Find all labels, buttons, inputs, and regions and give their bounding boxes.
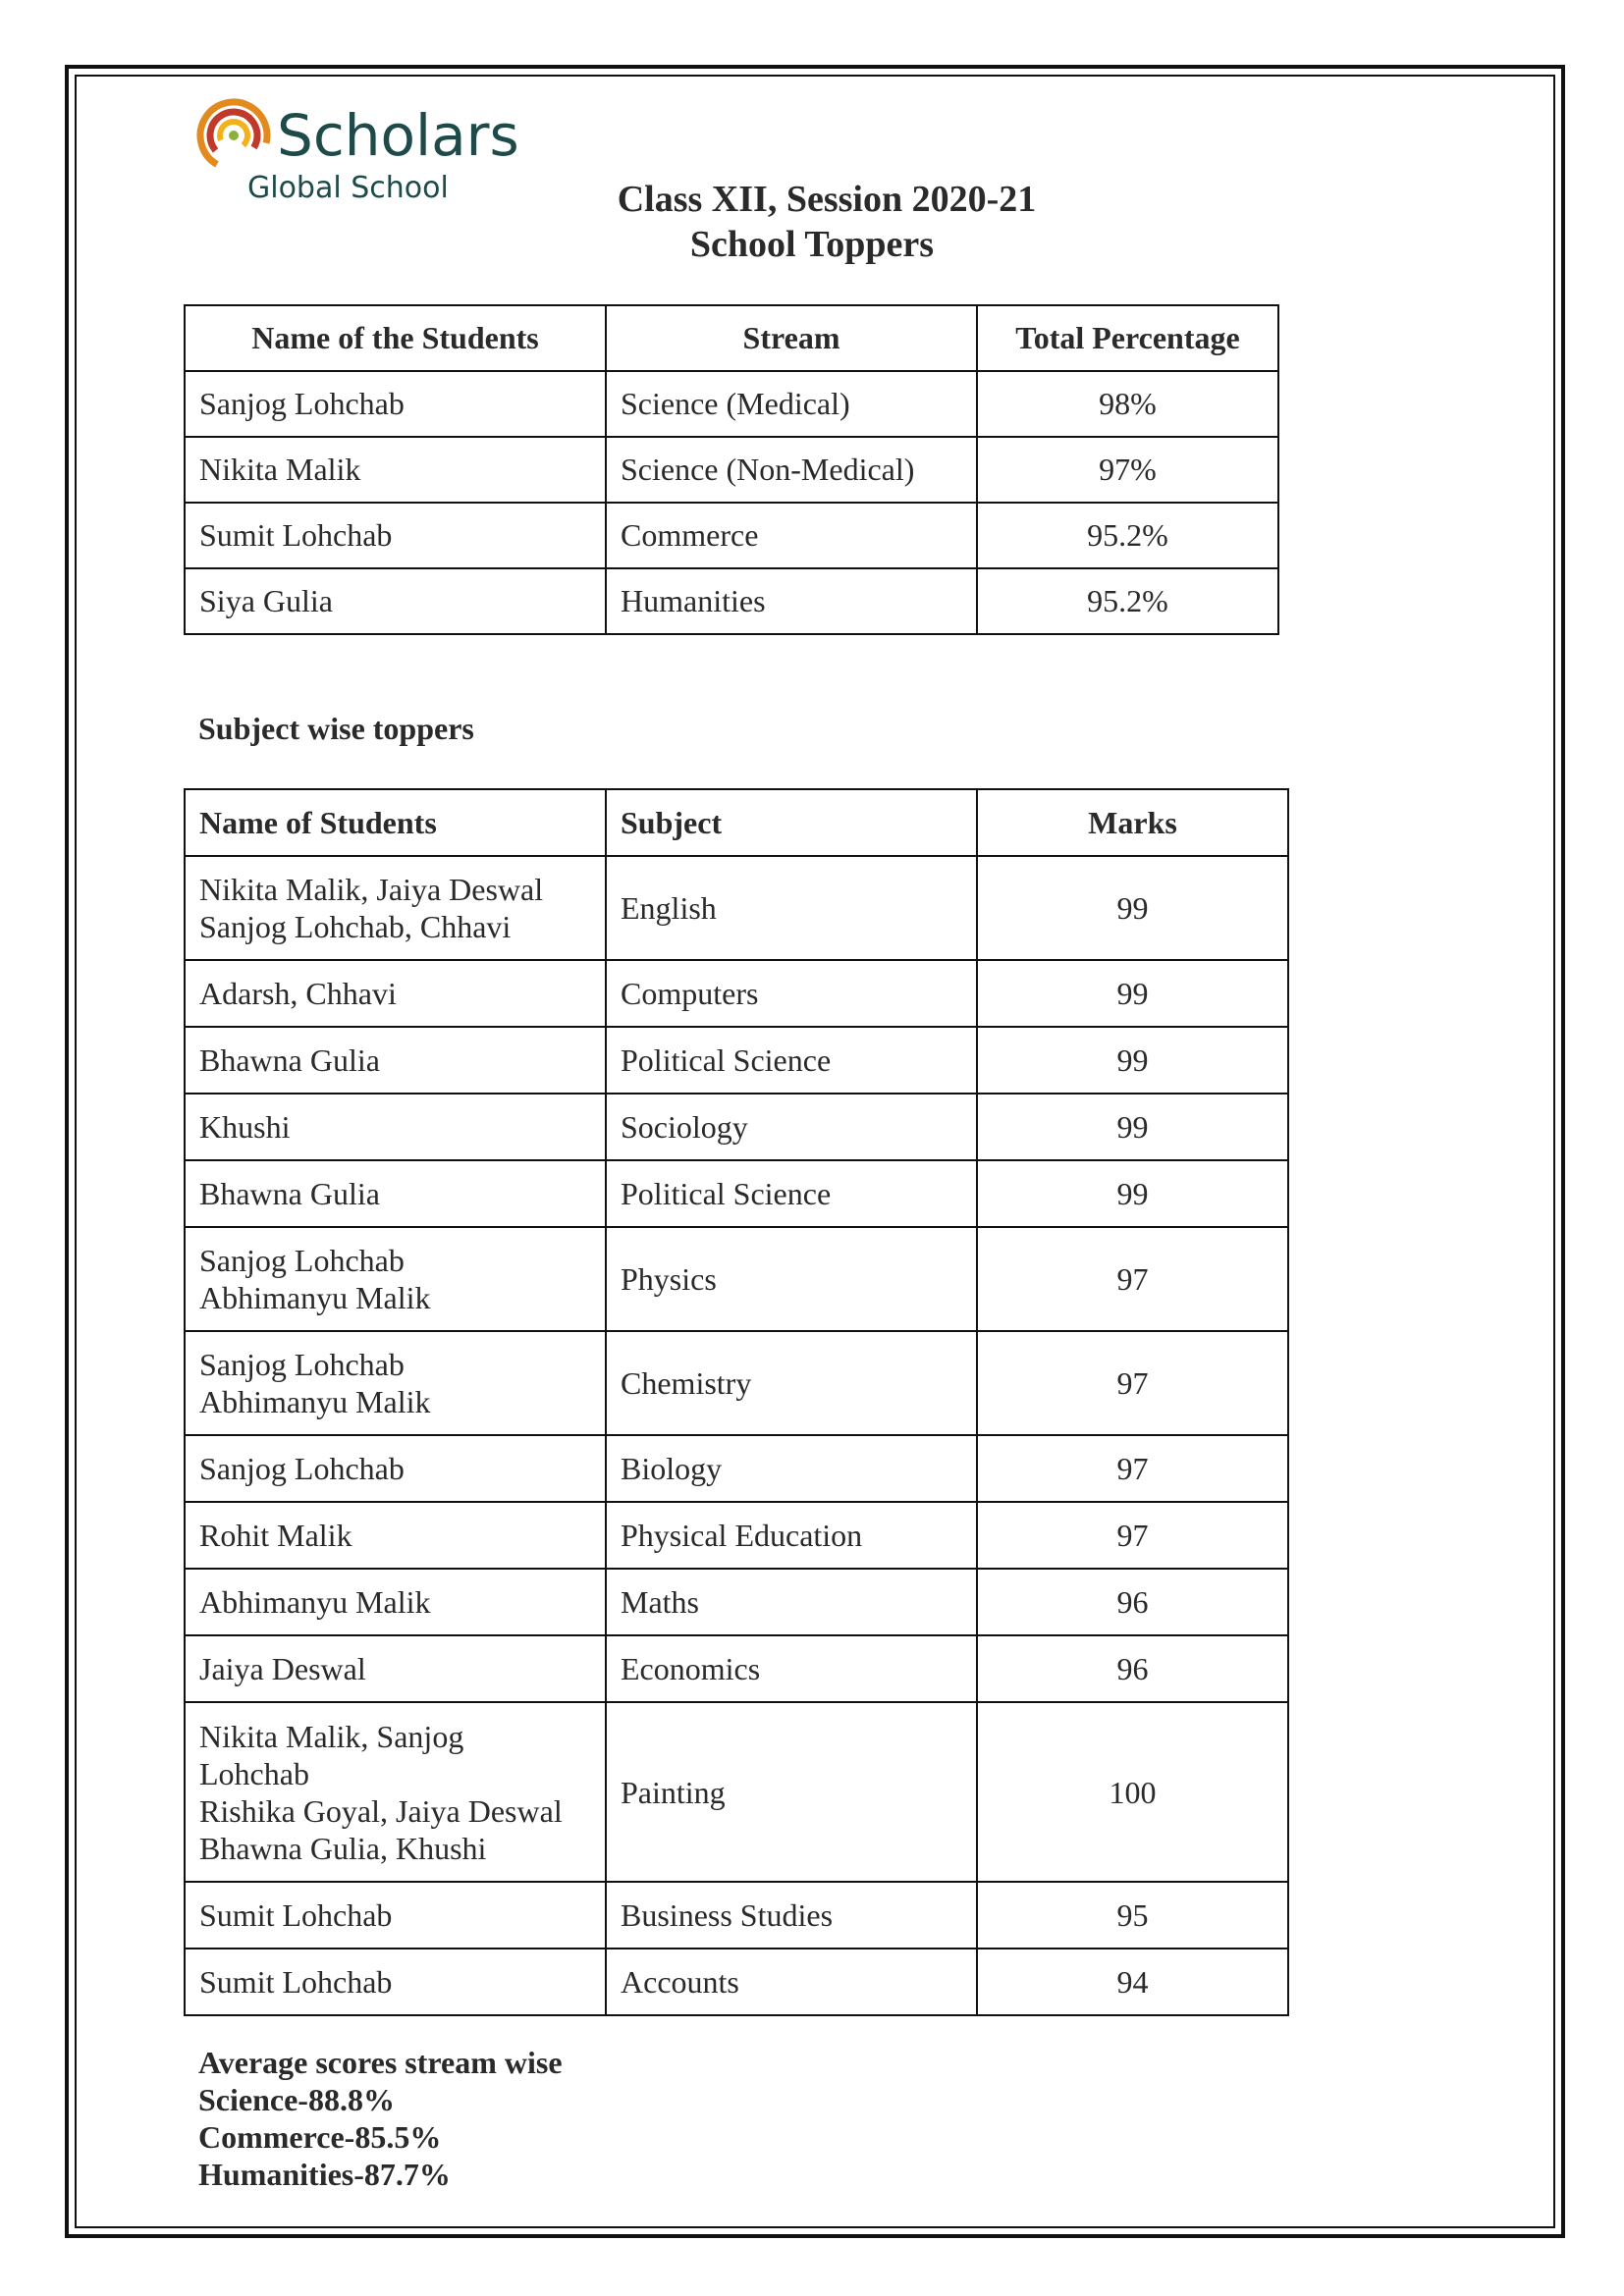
- cell-subject: Physics: [606, 1227, 977, 1331]
- cell-subject: Political Science: [606, 1027, 977, 1094]
- cell-marks: 96: [977, 1635, 1288, 1702]
- cell-subject: Accounts: [606, 1949, 977, 2015]
- student-name: Sanjog Lohchab: [199, 1451, 405, 1486]
- cell-marks: 97: [977, 1227, 1288, 1331]
- table-row: [185, 1882, 1288, 1949]
- student-name: Sanjog Lohchab: [199, 1347, 405, 1382]
- cell-names: [185, 1635, 606, 1702]
- table-row: [185, 437, 1278, 503]
- cell-subject: Maths: [606, 1569, 977, 1635]
- cell-marks: 99: [977, 1094, 1288, 1160]
- student-name: Jaiya Deswal: [199, 1651, 366, 1686]
- cell-name: Sumit Lohchab: [185, 503, 606, 568]
- cell-names: [185, 1702, 606, 1882]
- student-name: Adarsh, Chhavi: [199, 976, 397, 1011]
- title-line-session: Class XII, Session 2020-21: [617, 179, 1037, 220]
- cell-marks: 97: [977, 1502, 1288, 1569]
- cell-names: [185, 1027, 606, 1094]
- table-row: [185, 1094, 1288, 1160]
- cell-subject: English: [606, 856, 977, 960]
- column-header-stream: Stream: [606, 305, 977, 371]
- cell-stream: Humanities: [606, 568, 977, 634]
- student-name: Sumit Lohchab: [199, 1964, 393, 2000]
- student-name: Nikita Malik, Jaiya Deswal: [199, 872, 544, 907]
- student-name: Lohchab: [199, 1755, 309, 1791]
- cell-names: [185, 856, 606, 960]
- student-name: Khushi: [199, 1109, 291, 1145]
- logo-subtitle: Global School: [247, 171, 449, 205]
- cell-name: Sanjog Lohchab: [185, 371, 606, 437]
- student-name: Sanjog Lohchab, Chhavi: [199, 909, 512, 944]
- column-header-marks: Marks: [977, 789, 1288, 856]
- table-row: [185, 1502, 1288, 1569]
- table-header-row: [185, 305, 1278, 371]
- cell-subject: Political Science: [606, 1160, 977, 1227]
- cell-marks: 99: [977, 960, 1288, 1027]
- cell-subject: Business Studies: [606, 1882, 977, 1949]
- cell-marks: 94: [977, 1949, 1288, 2015]
- cell-name: Siya Gulia: [185, 568, 606, 634]
- student-name: Abhimanyu Malik: [199, 1280, 431, 1315]
- cell-subject: Painting: [606, 1702, 977, 1882]
- title-line-toppers: School Toppers: [689, 224, 935, 265]
- cell-names: [185, 960, 606, 1027]
- cell-subject: Biology: [606, 1435, 977, 1502]
- cell-names: [185, 1435, 606, 1502]
- cell-marks: 99: [977, 856, 1288, 960]
- cell-names: [185, 1331, 606, 1435]
- table-row: [185, 1227, 1288, 1331]
- column-header-name: Name of Students: [185, 789, 606, 856]
- cell-marks: 99: [977, 1027, 1288, 1094]
- table-row: [185, 1160, 1288, 1227]
- cell-names: [185, 1094, 606, 1160]
- cell-percentage: 95.2%: [977, 503, 1278, 568]
- cell-name: Nikita Malik: [185, 437, 606, 503]
- cell-names: [185, 1502, 606, 1569]
- student-name: Abhimanyu Malik: [199, 1384, 431, 1419]
- cell-marks: 100: [977, 1702, 1288, 1882]
- table-row: [185, 1435, 1288, 1502]
- cell-subject: Computers: [606, 960, 977, 1027]
- table-row: [185, 371, 1278, 437]
- cell-stream: Science (Non-Medical): [606, 437, 977, 503]
- cell-subject: Chemistry: [606, 1331, 977, 1435]
- table-row: [185, 1331, 1288, 1435]
- student-name: Abhimanyu Malik: [199, 1584, 431, 1620]
- cell-marks: 99: [977, 1160, 1288, 1227]
- average-commerce: Commerce-85.5%: [198, 2119, 442, 2155]
- table-header-row: [185, 789, 1288, 856]
- table-row: [185, 960, 1288, 1027]
- subject-toppers-table: [184, 788, 1289, 2016]
- averages-heading: Average scores stream wise: [198, 2045, 563, 2080]
- cell-percentage: 95.2%: [977, 568, 1278, 634]
- cell-names: [185, 1882, 606, 1949]
- document-title: [0, 177, 1624, 267]
- student-name: Bhawna Gulia, Khushi: [199, 1830, 487, 1866]
- cell-names: [185, 1160, 606, 1227]
- column-header-name: Name of the Students: [185, 305, 606, 371]
- student-name: Rishika Goyal, Jaiya Deswal: [199, 1792, 563, 1829]
- cell-subject: Economics: [606, 1635, 977, 1702]
- average-science: Science-88.8%: [198, 2082, 395, 2117]
- column-header-subject: Subject: [606, 789, 977, 856]
- cell-subject: Physical Education: [606, 1502, 977, 1569]
- student-name: Sanjog Lohchab: [199, 1243, 405, 1278]
- table-row: [185, 1027, 1288, 1094]
- student-name: Bhawna Gulia: [199, 1042, 380, 1078]
- logo-swirl-icon: [194, 92, 283, 171]
- cell-marks: 95: [977, 1882, 1288, 1949]
- cell-names: [185, 1569, 606, 1635]
- cell-names: [185, 1227, 606, 1331]
- average-humanities: Humanities-87.7%: [198, 2157, 451, 2192]
- subject-wise-heading: Subject wise toppers: [198, 711, 474, 746]
- table-row: [185, 1635, 1288, 1702]
- student-name: Sumit Lohchab: [199, 1897, 393, 1933]
- table-row: [185, 568, 1278, 634]
- cell-stream: Science (Medical): [606, 371, 977, 437]
- column-header-percentage: Total Percentage: [977, 305, 1278, 371]
- cell-percentage: 98%: [977, 371, 1278, 437]
- cell-stream: Commerce: [606, 503, 977, 568]
- student-name: Bhawna Gulia: [199, 1176, 380, 1211]
- table-row: [185, 1569, 1288, 1635]
- stream-averages: [198, 2044, 563, 2193]
- school-toppers-table: [184, 304, 1279, 635]
- table-row: [185, 1702, 1288, 1882]
- cell-marks: 97: [977, 1331, 1288, 1435]
- cell-marks: 96: [977, 1569, 1288, 1635]
- student-name: Rohit Malik: [199, 1518, 352, 1553]
- cell-names: [185, 1949, 606, 2015]
- cell-subject: Sociology: [606, 1094, 977, 1160]
- student-name: Nikita Malik, Sanjog: [199, 1718, 464, 1754]
- logo-wordmark: Scholars: [277, 102, 519, 169]
- cell-marks: 97: [977, 1435, 1288, 1502]
- table-row: [185, 503, 1278, 568]
- table-row: [185, 1949, 1288, 2015]
- table-row: [185, 856, 1288, 960]
- cell-percentage: 97%: [977, 437, 1278, 503]
